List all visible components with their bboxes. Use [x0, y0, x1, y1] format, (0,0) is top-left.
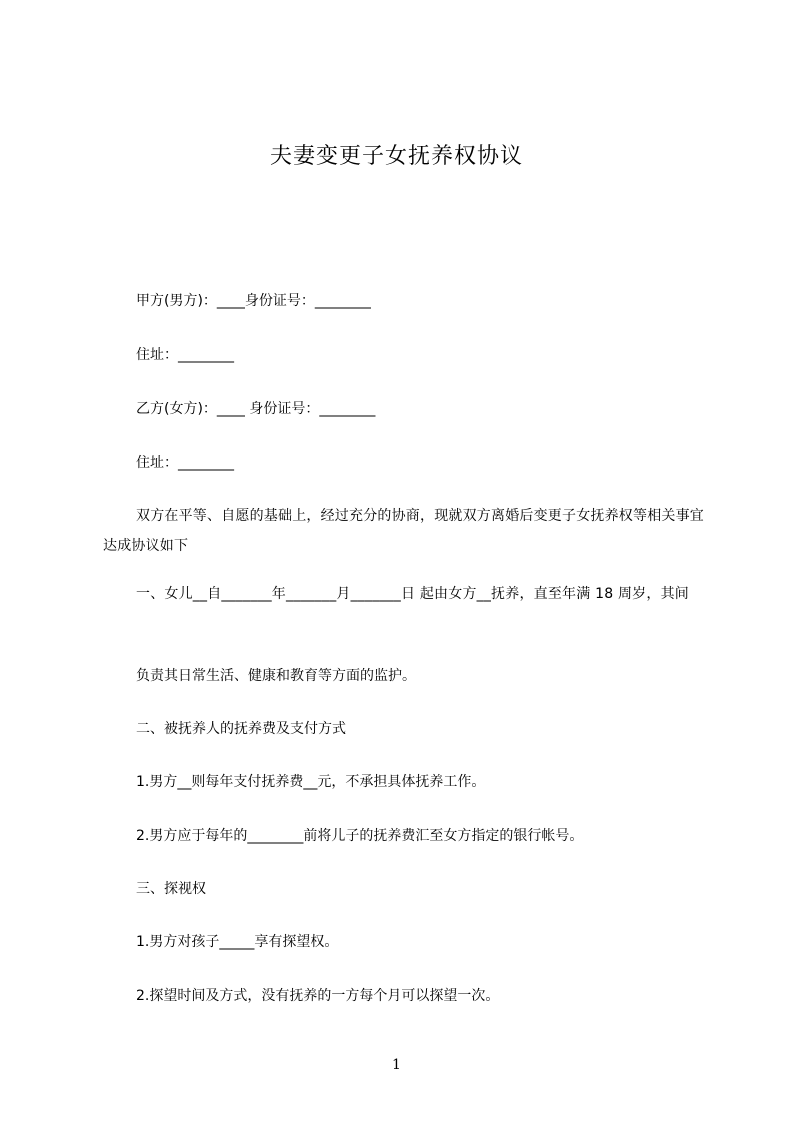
clause-one-continuation: 负责其日常生活、健康和教育等方面的监护。: [136, 668, 416, 684]
agreement-preamble: 双方在平等、自愿的基础上，经过充分的协商，现就双方离婚后变更子女抚养权等相关事宜达成协议如下: [103, 508, 704, 554]
clause-one: 一、女儿__自_______年_______月_______日 起由女方__抚养，直至年满 18 周岁，其间: [136, 586, 689, 602]
section-two-heading: 二、被抚养人的抚养费及支付方式: [136, 721, 346, 737]
section-two-item-1: 1.男方__则每年支付抚养费__元，不承担具体抚养工作。: [136, 774, 486, 790]
page-number: 1: [392, 1057, 401, 1073]
section-three-item-2: 2.探望时间及方式，没有抚养的一方每个月可以探望一次。: [136, 988, 500, 1004]
party-b-address-line: 住址：________: [136, 455, 234, 471]
party-b-line: 乙方(女方)：____ 身份证号：________: [136, 401, 376, 417]
section-three-heading: 三、探视权: [136, 881, 206, 897]
party-a-line: 甲方(男方)：____身份证号：________: [136, 293, 371, 309]
party-a-address-line: 住址：________: [136, 347, 234, 363]
document-title: 夫妻变更子女抚养权协议: [269, 144, 523, 169]
section-two-item-2: 2.男方应于每年的________前将儿子的抚养费汇至女方指定的银行帐号。: [136, 828, 584, 844]
section-three-item-1: 1.男方对孩子_____享有探望权。: [136, 934, 339, 950]
